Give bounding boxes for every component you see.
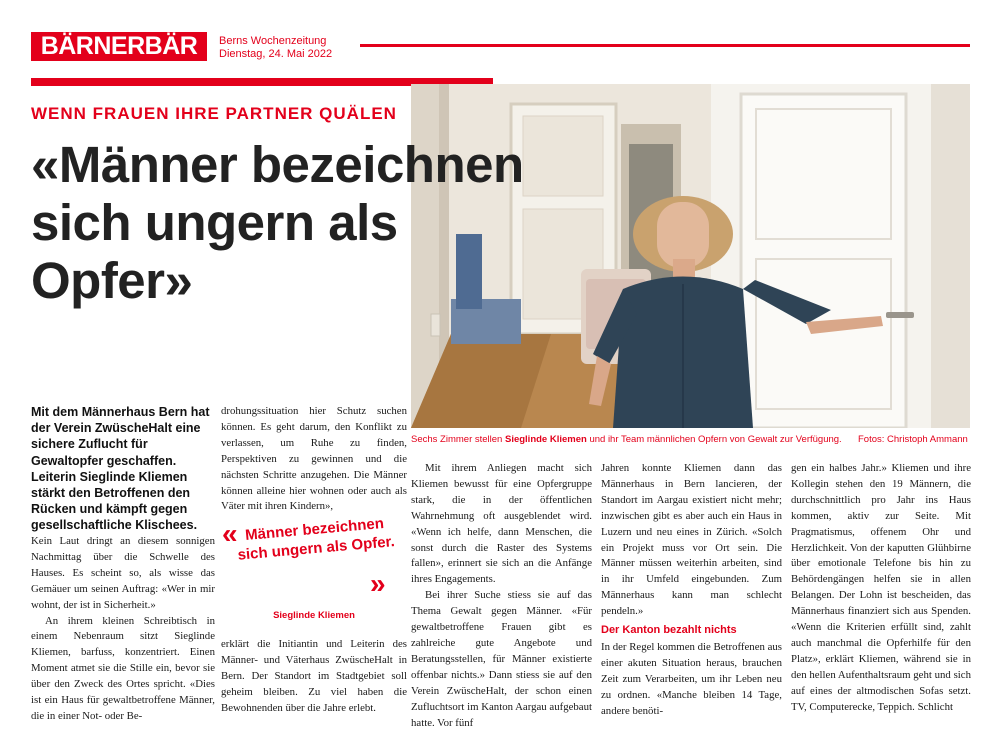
pull-quote: Männer bezeichnen sich ungern als Opfer. xyxy=(236,514,396,564)
publication-name: Berns Wochenzeitung xyxy=(219,35,327,47)
photo-caption-text-end: und ihr Team männlichen Opfern von Gewalt zur Verfügung. xyxy=(586,434,842,445)
body-paragraph: In der Regel kommen die Betroffenen aus einer akuten Situation heraus, brauchen Zeit zum Verarbeiten, um ihr Leben neu zu ordnen. «Manche bleiben 14 Tage, andere benöti- xyxy=(601,641,782,717)
article-headline: «Männer bezeichnen sich ungern als Opfer» xyxy=(31,136,524,309)
quote-close-icon: » xyxy=(370,568,386,599)
pull-quote-author: Sieglinde Kliemen xyxy=(273,610,355,621)
photo-caption-name: Sieglinde Kliemen xyxy=(504,434,587,445)
body-paragraph: Bei ihrer Suche stiess sie auf das Thema Gewalt gegen Männer. «Für gewaltbetroffene Frauen gibt es zahlreiche gute Angebote und Beratungsstellen, für Männer existierte offenbar nichts.» Dann stiess sie auf den Verein ZwüscheHalt, der schon einen Zufluchtsort im Kanton Aargau aufgebaut hatte. Vor fünf xyxy=(411,589,592,729)
body-column-2-top xyxy=(221,404,407,515)
article-kicker: WENN FRAUEN IHRE PARTNER QUÄLEN xyxy=(31,104,397,123)
photo-credit: Fotos: Christoph Ammann xyxy=(858,434,968,445)
body-column-4 xyxy=(601,461,782,720)
body-paragraph: Mit ihrem Anliegen macht sich Kliemen bewusst für eine Opfergruppe stark, die in der öffentlichen Wahrnehmung oft ausgeblendet wird. «Wenn ich helfe, dann Menschen, die sonst durch die Raster des Systems fallen», erinnert sie sich an die Anfänge ihres Engagements. xyxy=(411,462,592,586)
photo-caption xyxy=(411,434,842,445)
body-paragraph: An ihrem kleinen Schreibtisch in einem Nebenraum sitzt Sieglinde Kliemen, barfuss, konzentriert. Einen Moment atmet sie die Stille ein, bevor sie über den Zweck des Ortes spricht. «Dies ist ein Haus für gewaltbetroffene Männer, die in einer Not- oder Be- xyxy=(31,614,215,722)
photo-caption-text: Sechs Zimmer stellen xyxy=(411,434,505,445)
publication-date: Dienstag, 24. Mai 2022 xyxy=(219,48,333,60)
body-paragraph: drohungssituation hier Schutz suchen können. Es geht darum, den Konflikt zu verlassen, um Ruhe zu finden, Perspektiven zu gewinnen und die nächsten Schritte anzugehen. Die Männer können alleine hier wohnen oder auch als Väter mit ihren Kindern», xyxy=(221,405,407,513)
body-column-5 xyxy=(791,461,971,716)
article-lead: Mit dem Männerhaus Bern hat der Verein ZwüscheHalt eine sichere Zuflucht für Gewaltopfer geschaffen. Leiterin Sieglinde Kliemen stärkt den Betroffenen den Rücken und kämpft gegen gesellschaftliche Klischees. xyxy=(31,405,210,533)
newspaper-logo: BÄRNERBÄR xyxy=(31,32,207,61)
body-column-2-bottom xyxy=(221,637,407,717)
body-column-1 xyxy=(31,534,215,725)
body-paragraph: erklärt die Initiantin und Leiterin des Männer- und Väterhaus ZwüscheHalt in Bern. Der Standort im Stadtgebiet soll geheim bleiben. Zu viel haben die Bewohnenden über die Jahre erlebt. xyxy=(221,638,407,714)
quote-open-icon: « xyxy=(222,518,238,549)
article-subhead: Der Kanton bezahlt nichts xyxy=(601,624,737,637)
body-paragraph: gen ein halbes Jahr.» Kliemen und ihre Kollegin stehen den 19 Männern, die durchschnittlich pro Jahr ins Haus kommen, aktiv zur Seite. Mit Pragmatismus, offenem Ohr und Herzlichkeit. Von der kaputten Glühbirne über emotionale Telefone bis hin zu Behördengängen helfen sie in allen Belangen. Der Lohn ist bescheiden, das Männerhaus finanziert sich aus Spenden. «Wenn die Kriterien erfüllt sind, zahlt auch manchmal die Opferhilfe für den Platz», erklärt Kliemen, während sie in den hellen Aufenthaltsraum geht und sich auf eines der altmodischen Sofas setzt. TV, Computerecke, Teppich. Schlicht xyxy=(791,462,971,713)
body-paragraph: Jahren konnte Kliemen dann das Männerhaus in Bern lancieren, der Standort im Aargau existiert nicht mehr; inzwischen gibt es aber auch ein Haus in Luzern und neu eines in Zürich. «Solch ein Projekt muss vor Ort sein. Die Männer müssen weiterhin arbeiten, sind in ihr Umfeld eingebunden. Zum Männerhaus kann man schlecht pendeln.» xyxy=(601,462,782,618)
masthead-rule xyxy=(360,44,970,47)
body-paragraph: Kein Laut dringt an diesem sonnigen Nachmittag über die Schwelle des Hauses. Es scheint so, als wisse das Gemäuer um seinen Auftrag: «Wer in mir wohnt, der ist in Sicherheit.» xyxy=(31,535,215,611)
body-column-3 xyxy=(411,461,592,731)
